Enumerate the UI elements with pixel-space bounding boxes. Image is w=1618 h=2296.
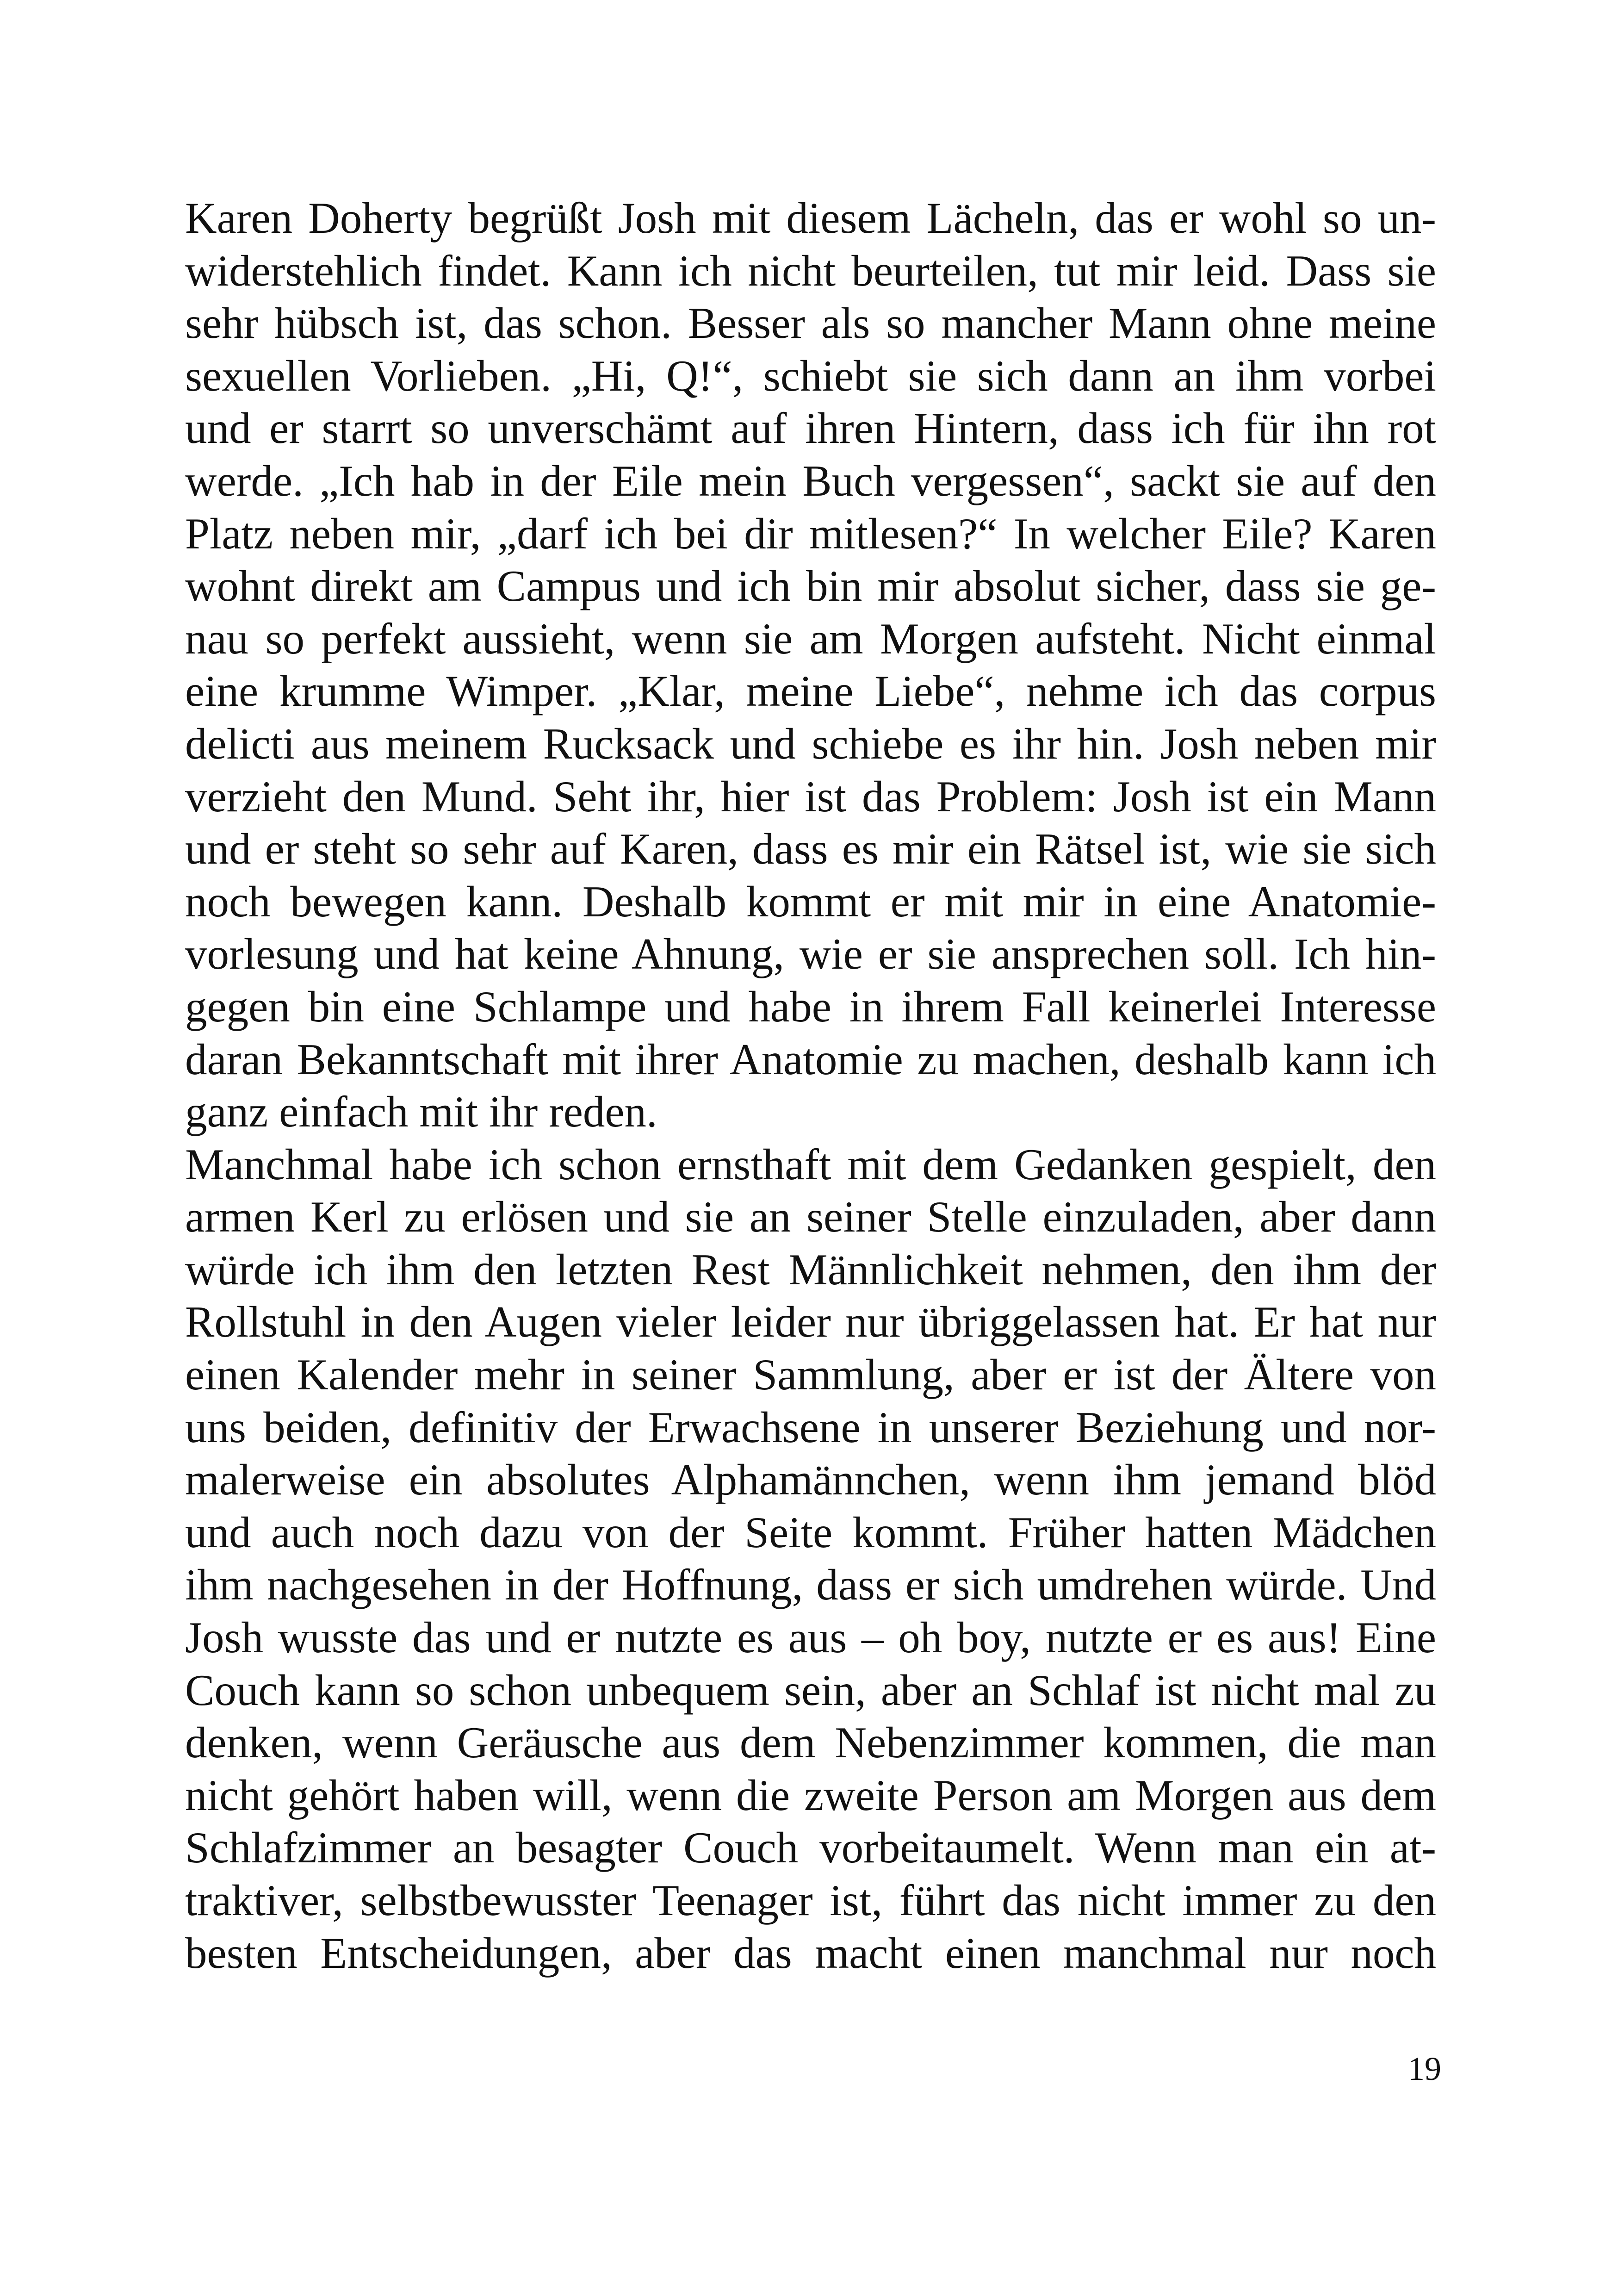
text-line: und er starrt so unverschämt auf ihren Hintern, dass ich für ihn rot bbox=[185, 404, 1436, 453]
text-line-paragraph-end: ganz einfach mit ihr reden. bbox=[185, 1087, 657, 1137]
text-line: gegen bin eine Schlampe und habe in ihrem Fall keinerlei Interesse bbox=[185, 982, 1436, 1031]
text-line: sehr hübsch ist, das schon. Besser als so mancher Mann ohne meine bbox=[185, 299, 1436, 348]
text-line: werde. „Ich hab in der Eile mein Buch vergessen“, sackt sie auf den bbox=[185, 456, 1436, 505]
text-line: wohnt direkt am Campus und ich bin mir absolut sicher, dass sie ge- bbox=[185, 561, 1436, 611]
text-line: Manchmal habe ich schon ernsthaft mit dem Gedanken gespielt, den bbox=[185, 1139, 1436, 1189]
text-line: denken, wenn Geräusche aus dem Nebenzimmer kommen, die man bbox=[185, 1718, 1436, 1767]
text-line: Karen Doherty begrüßt Josh mit diesem Lächeln, das er wohl so un- bbox=[185, 193, 1436, 243]
text-line: delicti aus meinem Rucksack und schiebe es ihr hin. Josh neben mir bbox=[185, 719, 1436, 768]
text-line: nau so perfekt aussieht, wenn sie am Morgen aufsteht. Nicht einmal bbox=[185, 614, 1436, 663]
text-line: verzieht den Mund. Seht ihr, hier ist das Problem: Josh ist ein Mann bbox=[185, 772, 1436, 821]
text-line: würde ich ihm den letzten Rest Männlichkeit nehmen, den ihm der bbox=[185, 1244, 1436, 1294]
text-line: und auch noch dazu von der Seite kommt. Früher hatten Mädchen bbox=[185, 1507, 1436, 1557]
text-line: sexuellen Vorlieben. „Hi, Q!“, schiebt sie sich dann an ihm vorbei bbox=[185, 351, 1436, 400]
text-line: noch bewegen kann. Deshalb kommt er mit mir in eine Anatomie- bbox=[185, 877, 1436, 926]
text-line: traktiver, selbstbewusster Teenager ist, führt das nicht immer zu den bbox=[185, 1876, 1436, 1925]
text-line: eine krumme Wimper. „Klar, meine Liebe“, nehme ich das corpus bbox=[185, 666, 1436, 716]
text-line: Josh wusste das und er nutzte es aus – oh boy, nutzte er es aus! Eine bbox=[185, 1613, 1436, 1662]
text-line: Couch kann so schon unbequem sein, aber an Schlaf ist nicht mal zu bbox=[185, 1665, 1436, 1715]
text-line: ihm nachgesehen in der Hoffnung, dass er sich umdrehen würde. Und bbox=[185, 1560, 1436, 1610]
text-line: uns beiden, definitiv der Erwachsene in unserer Beziehung und nor- bbox=[185, 1402, 1436, 1452]
text-line: nicht gehört haben will, wenn die zweite Person am Morgen aus dem bbox=[185, 1770, 1436, 1820]
text-line: Platz neben mir, „darf ich bei dir mitlesen?“ In welcher Eile? Karen bbox=[185, 509, 1436, 558]
text-line: Schlafzimmer an besagter Couch vorbeitaumelt. Wenn man ein at- bbox=[185, 1823, 1436, 1873]
text-line: vorlesung und hat keine Ahnung, wie er sie ansprechen soll. Ich hin- bbox=[185, 929, 1436, 979]
text-line: armen Kerl zu erlösen und sie an seiner Stelle einzuladen, aber dann bbox=[185, 1192, 1436, 1242]
text-line: malerweise ein absolutes Alphamännchen, wenn ihm jemand blöd bbox=[185, 1455, 1436, 1505]
page-number: 19 bbox=[1408, 2050, 1441, 2087]
text-line: besten Entscheidungen, aber das macht einen manchmal nur noch bbox=[185, 1928, 1436, 1978]
text-line: Rollstuhl in den Augen vieler leider nur übriggelassen hat. Er hat nur bbox=[185, 1297, 1436, 1347]
text-line: widerstehlich findet. Kann ich nicht beurteilen, tut mir leid. Dass sie bbox=[185, 246, 1436, 295]
text-line: einen Kalender mehr in seiner Sammlung, aber er ist der Ältere von bbox=[185, 1350, 1436, 1400]
body-text bbox=[185, 192, 1436, 1979]
text-line: und er steht so sehr auf Karen, dass es mir ein Rätsel ist, wie sie sich bbox=[185, 824, 1436, 874]
text-line: daran Bekanntschaft mit ihrer Anatomie zu machen, deshalb kann ich bbox=[185, 1034, 1436, 1084]
